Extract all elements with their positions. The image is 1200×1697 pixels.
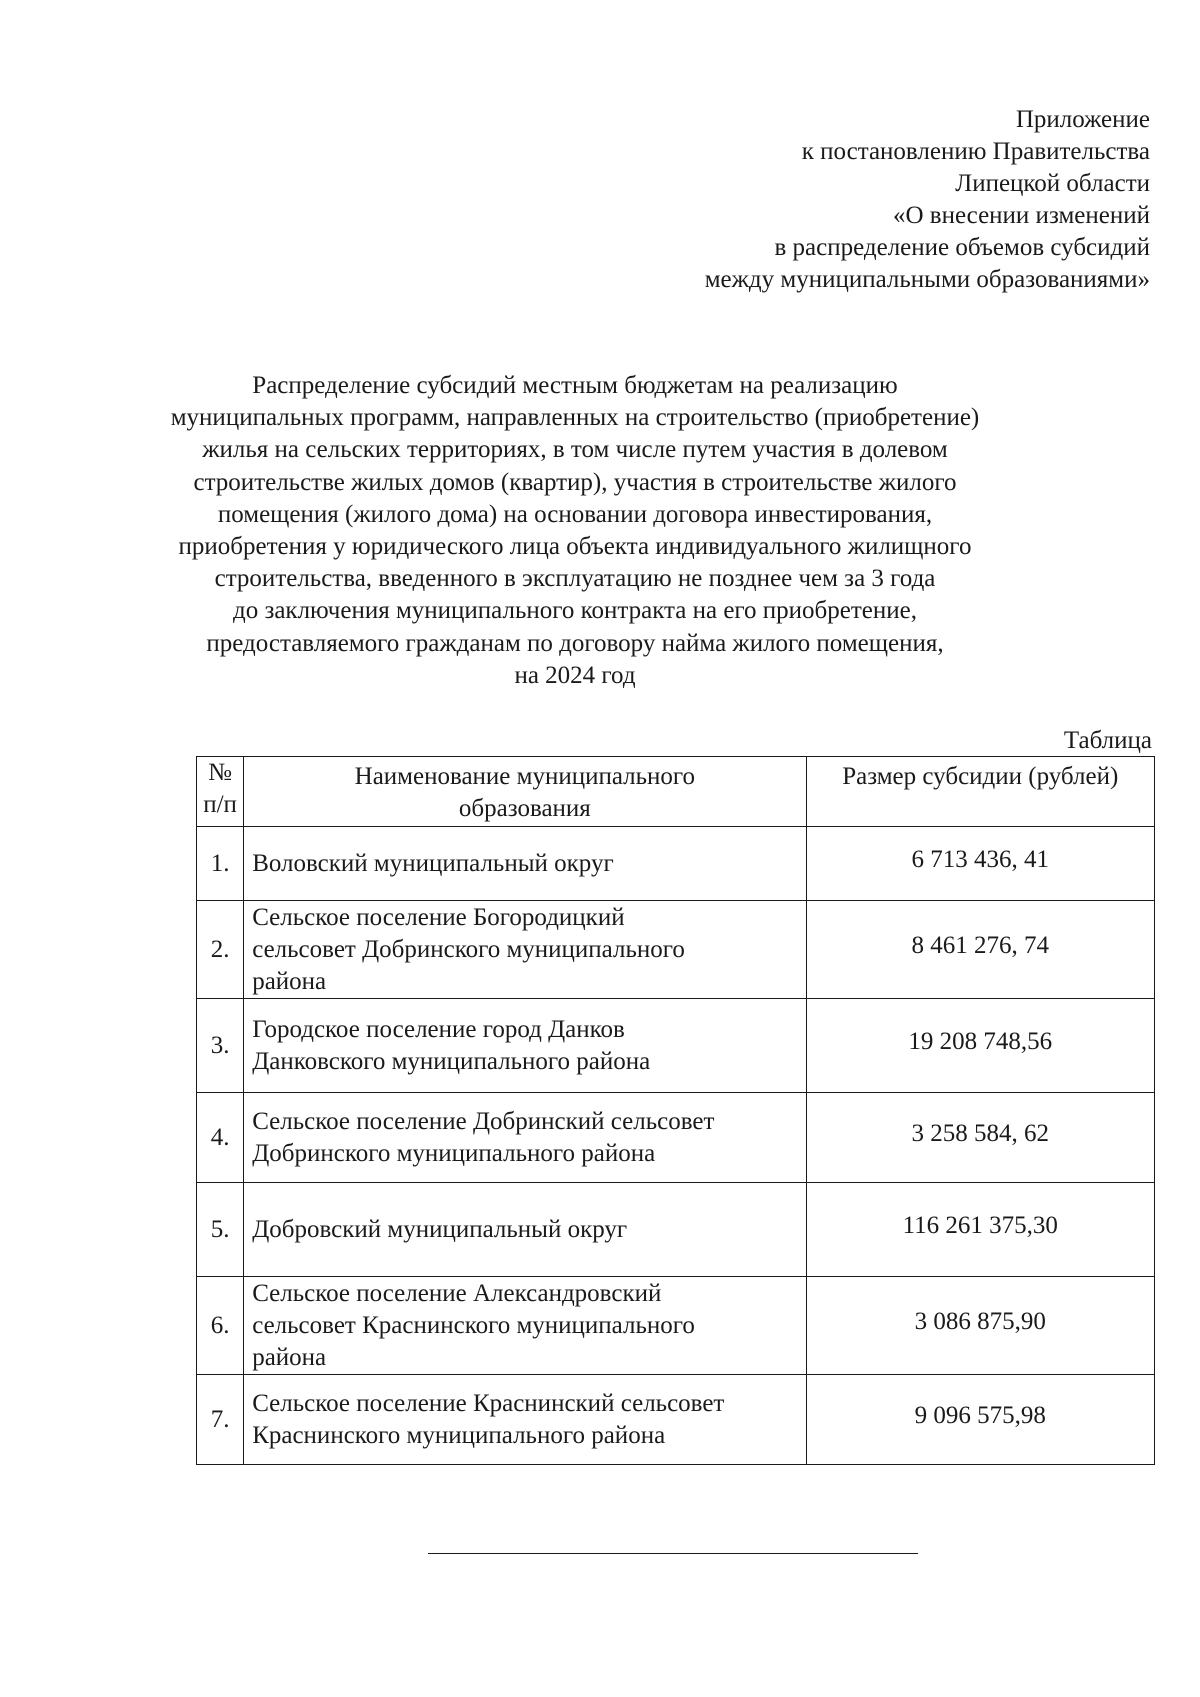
row-name-line: Добровский муниципальный округ (252, 1215, 628, 1243)
row-name (244, 1375, 806, 1465)
row-name-line: Краснинского муниципального района (252, 1421, 666, 1449)
table-row (197, 901, 1155, 999)
title-line: приобретения у юридического лица объекта индивидуального жилищного (178, 533, 972, 561)
appendix-line: в распределение объемов субсидий (774, 234, 1150, 261)
subsidy-table (196, 756, 1155, 1465)
header-number-line: № (208, 759, 233, 786)
title-line: строительства, введенного в эксплуатацию не позднее чем за 3 года (214, 565, 936, 593)
table-row (197, 827, 1155, 901)
header-name-line: Наименование муниципального (354, 763, 696, 790)
row-name-line: Добринского муниципального района (252, 1139, 656, 1167)
row-amount: 8 461 276, 74 (806, 901, 1154, 999)
row-name-line: района (252, 967, 327, 995)
appendix-line: к постановлению Правительства (801, 138, 1150, 165)
table-row (197, 1375, 1155, 1465)
row-amount: 6 713 436, 41 (806, 827, 1154, 901)
appendix-line: между муниципальными образованиями» (704, 266, 1150, 293)
header-number (197, 757, 244, 827)
table-caption: Таблица (1063, 727, 1152, 754)
table-row (197, 1183, 1155, 1277)
title-line: жилья на сельских территориях, в том числе путем участия в долевом (202, 436, 948, 464)
appendix-line: Липецкой области (955, 170, 1150, 197)
row-name-line: Сельское поселение Краснинский сельсовет (252, 1389, 725, 1417)
row-name-line: сельсовет Добринского муниципального (252, 935, 685, 963)
row-name (244, 1277, 806, 1375)
row-name-line: района (252, 1343, 327, 1371)
row-name (244, 999, 806, 1093)
document-title (150, 370, 1000, 692)
row-number: 4. (197, 1093, 244, 1183)
row-name-line: Сельское поселение Александровский (252, 1279, 662, 1307)
title-line: строительстве жилых домов (квартир), участия в строительстве жилого (193, 468, 957, 496)
row-amount: 3 086 875,90 (806, 1277, 1154, 1375)
header-number-line: п/п (203, 791, 237, 818)
row-name (244, 1183, 806, 1277)
row-amount: 19 208 748,56 (806, 999, 1154, 1093)
closing-divider (428, 1553, 918, 1554)
header-amount: Размер субсидии (рублей) (806, 757, 1154, 827)
row-name-line: Сельское поселение Богородицкий (252, 903, 625, 931)
row-name-line: Сельское поселение Добринский сельсовет (252, 1107, 715, 1135)
row-number: 5. (197, 1183, 244, 1277)
table-row (197, 1093, 1155, 1183)
appendix-line: «О внесении изменений (892, 202, 1150, 229)
table-row (197, 999, 1155, 1093)
appendix-header (450, 104, 1150, 296)
title-line: муниципальных программ, направленных на строительство (приобретение) (170, 404, 980, 432)
row-amount: 9 096 575,98 (806, 1375, 1154, 1465)
row-number: 6. (197, 1277, 244, 1375)
header-name (244, 757, 806, 827)
title-line: помещения (жилого дома) на основании договора инвестирования, (217, 500, 933, 528)
title-line: до заключения муниципального контракта на его приобретение, (232, 597, 917, 625)
row-amount: 3 258 584, 62 (806, 1093, 1154, 1183)
title-line: Распределение субсидий местным бюджетам на реализацию (252, 372, 898, 399)
row-name (244, 1093, 806, 1183)
title-line: предоставляемого гражданам по договору найма жилого помещения, (206, 629, 944, 657)
row-name-line: Городское поселение город Данков (252, 1015, 625, 1043)
table-header-row (197, 757, 1155, 827)
row-name (244, 827, 806, 901)
row-number: 2. (197, 901, 244, 999)
row-name (244, 901, 806, 999)
row-name-line: Данковского муниципального района (252, 1047, 651, 1075)
appendix-line: Приложение (1015, 106, 1150, 133)
header-name-line: образования (458, 795, 591, 822)
row-name-line: Воловский муниципальный округ (252, 849, 614, 877)
row-number: 3. (197, 999, 244, 1093)
row-amount: 116 261 375,30 (806, 1183, 1154, 1277)
row-number: 1. (197, 827, 244, 901)
row-number: 7. (197, 1375, 244, 1465)
table-row (197, 1277, 1155, 1375)
row-name-line: сельсовет Краснинского муниципального (252, 1311, 695, 1339)
title-line: на 2024 год (514, 661, 636, 689)
